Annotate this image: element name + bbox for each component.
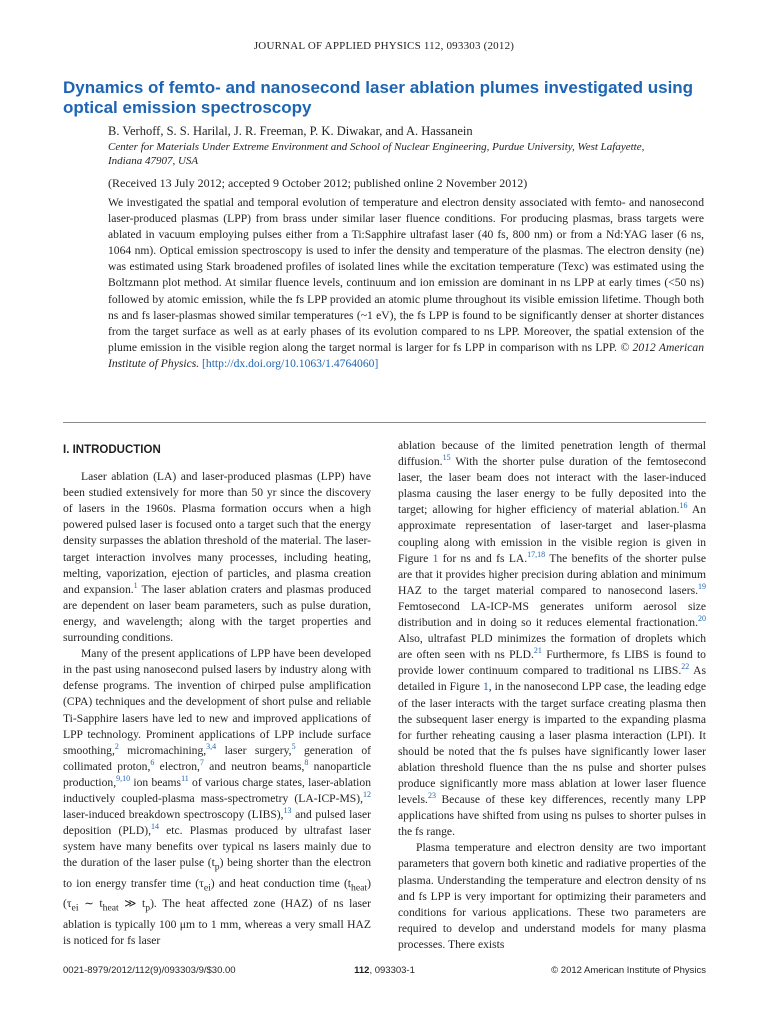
page-footer bbox=[63, 965, 706, 981]
abstract-divider bbox=[63, 422, 706, 423]
footer-volume: 112 bbox=[354, 965, 370, 976]
footer-code: 0021-8979/2012/112(9)/093303/9/$30.00 bbox=[63, 965, 236, 976]
right-column bbox=[398, 438, 706, 953]
journal-article: 093303 (2012) bbox=[446, 40, 515, 52]
affiliation: Center for Materials Under Extreme Environment and School of Nuclear Engineering, Purdue University, West Lafayette, Indiana 47907, USA bbox=[108, 141, 645, 167]
journal-header: JOURNAL OF APPLIED PHYSICS 112, 093303 (2012) bbox=[253, 40, 515, 52]
abstract-copyright: © 2012 American Institute of Physics. bbox=[108, 340, 704, 370]
journal-name: JOURNAL OF APPLIED PHYSICS bbox=[253, 40, 421, 52]
paper-title: Dynamics of femto- and nanosecond laser ablation plumes investigated using optical emission spectroscopy bbox=[63, 78, 694, 117]
author-list: B. Verhoff, S. S. Harilal, J. R. Freeman, P. K. Diwakar, and A. Hassanein bbox=[108, 124, 473, 138]
section-heading: I. INTRODUCTION bbox=[63, 444, 161, 456]
footer-page: , 093303-1 bbox=[369, 965, 415, 976]
intro-paragraph-4: Plasma temperature and electron density are two important parameters that govern both kinetic and radiative properties of the plasma. Understanding the temperature and electron density of ns and fs LPP is very important for optimizing their parameters and conditions for various applications. These two parameters are required to develop and understand models for many plasma processes. There exists bbox=[398, 841, 706, 951]
doi-link[interactable]: [http://dx.doi.org/10.1063/1.4764060] bbox=[202, 356, 379, 370]
footer-copyright: © 2012 American Institute of Physics bbox=[551, 965, 706, 976]
intro-paragraph-1: Laser ablation (LA) and laser-produced plasmas (LPP) have been studied extensively for more than 50 yr since the discovery of lasers in the 1960s. Plasma formation occurs when a high powered pulsed laser is focused onto a target such that the energy density surpasses the ablation threshold of the material. The laser-target interaction involves many processes, including heating, melting, vaporization, ejection of particles, and plasma creation and expansion.$^1$ The laser ablation craters and plasmas produced are dependent on laser beam parameters, such as pulse duration, energy, and wavelength; along with the target properties and surrounding conditions. bbox=[63, 470, 371, 645]
received-dates: (Received 13 July 2012; accepted 9 October 2012; published online 2 November 2012) bbox=[108, 176, 528, 190]
intro-paragraph-3: ablation because of the limited penetration length of thermal diffusion.$^{15}$ With the shorter pulse duration of the femtosecond laser, the laser beam does not interact with the laser-induced plasma causing the laser energy to be fully deposited into the target; allowing for higher efficiency of material ablation.$^{16}$ An approximate representation of laser-target and laser-plasma coupling along with emission in the visible region is given in Figure 1 for ns and fs LA.$^{17,18}$ The benefits of the shorter pulse are that it provides higher precision during ablation and minimum HAZ to the target material compared to nanosecond lasers.$^{19}$ Femtosecond LA-ICP-MS generates uniform aerosol size distribution and in doing so it reduces elemental fractionation.$^{20}$ Also, ultrafast PLD minimizes the formation of droplets which are often seen with ns PLD.$^{21}$ Furthermore, fs LIBS is found to provide lower continuum compared to traditional ns LIBS.$^{22}$ As detailed in Figure 1, in the nanosecond LPP case, the leading edge of the laser interacts with the target surface creating plasma then the subsequent laser energy is imparted to the expanding plasma for further reheating causing a laser plasma interaction (LPI). It should be noted that the fs pulses have significantly lower laser ablation threshold fluence than the ns pulse and shorter pulses produce significantly more mass ablation at lower laser fluence levels.$^{23}$ Because of these key differences, recently many LPP applications have shifted from using ns pulses to shorter pulses in the fs range. bbox=[398, 439, 706, 839]
abstract-text: We investigated the spatial and temporal evolution of temperature and electron density associated with femto- and nanosecond laser-produced plasmas (LPP) from brass under similar laser fluence conditions. For producing plasmas, brass targets were ablated in vacuum employing pulses either from a Ti:Sapphire ultrafast laser (40 fs, 800 nm) or from a Nd:YAG laser (6 ns, 1064 nm). Optical emission spectroscopy is used to infer the density and temperature of the plasmas. The electron density (ne) was estimated using Stark broadened profiles of isolated lines while the excitation temperature (Texc) was estimated using the Boltzmann plot method. At similar fluence levels, continuum and ion emission are dominant in ns LPP at early times (<50 ns) followed by atomic emission, while the fs LPP provided an atomic plume throughout its visible emission lifetime. Though both ns and fs laser-plasmas showed similar temperatures (~1 eV), the fs LPP is found to be significantly denser at shorter distances from the target surface as well as at early phases of its evolution compared to ns LPP. Moreover, the spatial extension of the plume emission in the visible region along the target normal is larger for fs LPP in comparison with ns LPP. bbox=[108, 196, 704, 354]
left-column bbox=[63, 438, 371, 949]
journal-volume: 112 bbox=[423, 40, 441, 52]
intro-paragraph-2: Many of the present applications of LPP have been developed in the past using nanosecond pulsed lasers by industry along with defense programs. The invention of chirped pulse amplification (CPA) techniques and the development of short pulse and reliable Ti-Sapphire lasers have led to new and improved applications of LPP technology. Prominent applications of LPP include surface smoothing,$^2$ micromachining,$^{3,4}$ laser surgery,$^5$ generation of collimated proton,$^6$ electron,$^7$ and neutron beams,$^8$ nanoparticle production,$^{9,10}$ ion beams$^{11}$ of various charge states, laser-ablation inductively coupled-plasma mass-spectrometry (LA-ICP-MS),$^{12}$ laser-induced breakdown spectroscopy (LIBS),$^{13}$ and pulsed laser deposition (PLD),$^{14}$ etc. Plasmas produced by ultrafast laser system have many benefits over typical ns lasers mainly due to the duration of the laser pulse $(t_p)$ being shorter than the electron to ion energy transfer time $(\tau_{ei})$ and heat conduction time $(t_{heat})$ ($\tau_{ei}$ ∼ $t_{heat}$ ≫ $t_p$). The heat affected zone (HAZ) of ns laser ablation is typically 100 μm to 1 mm, whereas a very small HAZ is noticed for fs laser bbox=[63, 647, 372, 947]
abstract bbox=[108, 195, 704, 372]
